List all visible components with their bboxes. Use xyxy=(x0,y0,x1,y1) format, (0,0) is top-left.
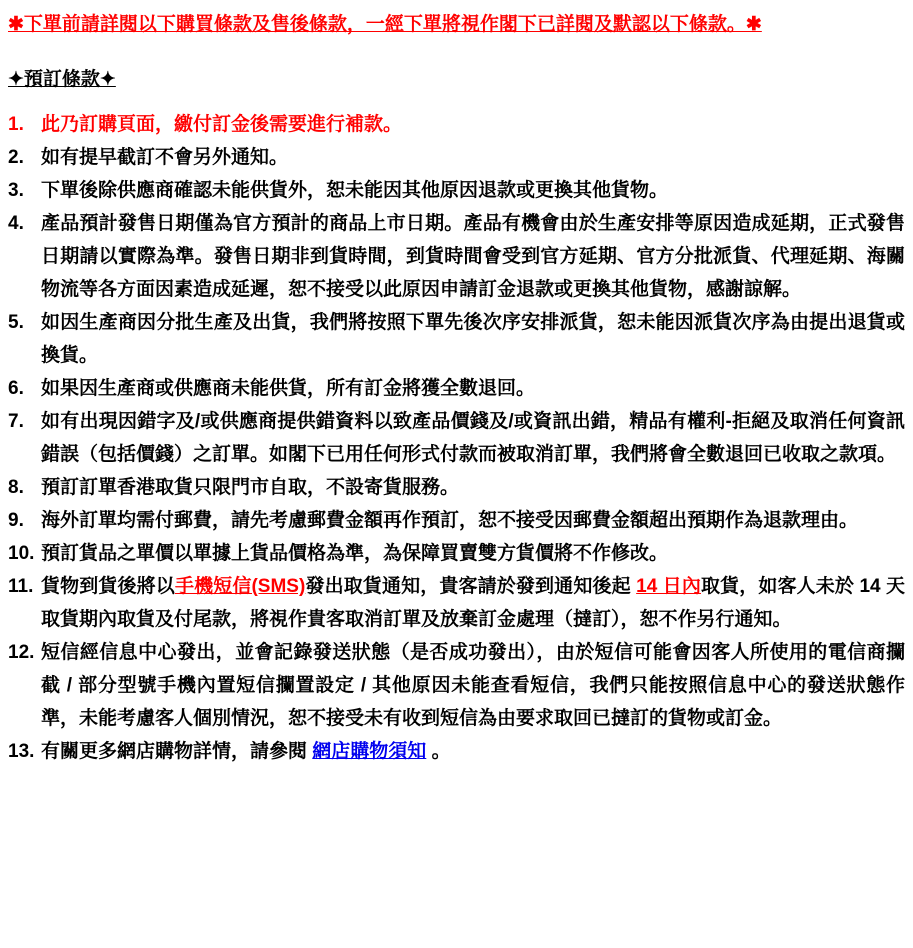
term-number: 6. xyxy=(8,378,24,399)
term-text xyxy=(41,504,905,537)
sms-highlight: 手機短信(SMS) xyxy=(174,576,306,597)
term-segment: 如果因生產商或供應商未能供貨，所有訂金將獲全數退回。 xyxy=(41,378,536,399)
terms-list xyxy=(8,108,905,768)
term-segment: 海外訂單均需付郵費，請先考慮郵費金額再作預訂，恕不接受因郵費金額超出預期作為退款理由。 xyxy=(41,510,859,531)
term-text xyxy=(41,174,905,207)
term-text xyxy=(41,405,905,471)
term-item-6 xyxy=(8,372,905,405)
term-number: 9. xyxy=(8,510,24,531)
store-shopping-notice-link[interactable]: 網店購物須知 xyxy=(312,741,427,762)
term-text xyxy=(41,636,905,735)
term-number: 12. xyxy=(8,642,35,663)
term-segment: 預訂訂單香港取貨只限門市自取，不設寄貨服務。 xyxy=(41,477,460,498)
term-number: 5. xyxy=(8,312,24,333)
term-segment: 貨物到貨後將以 xyxy=(41,576,175,597)
term-item-12 xyxy=(8,636,905,735)
term-number: 3. xyxy=(8,180,24,201)
term-item-5 xyxy=(8,306,905,372)
term-text xyxy=(41,570,905,636)
term-text xyxy=(41,141,905,174)
term-number: 1. xyxy=(8,114,24,135)
term-item-7 xyxy=(8,405,905,471)
term-number: 4. xyxy=(8,213,24,234)
term-number: 11. xyxy=(8,576,34,597)
term-segment: 有關更多網店購物詳情，請參閱 xyxy=(41,741,313,762)
term-segment: 下單後除供應商確認未能供貨外，恕未能因其他原因退款或更換其他貨物。 xyxy=(41,180,669,201)
term-item-4 xyxy=(8,207,905,306)
term-item-2 xyxy=(8,141,905,174)
term-segment: 此乃訂購頁面，繳付訂金後需要進行補款。 xyxy=(41,114,403,135)
term-segment: 。 xyxy=(426,741,451,762)
pickup-deadline-highlight: 14 日內 xyxy=(636,576,701,597)
term-segment: 取貨，如客人未於 14 天取貨期內取貨及付尾款，將視作貴客取消訂單及放棄訂金處理（撻訂），恕不作另行通知。 xyxy=(41,576,905,630)
term-text xyxy=(41,306,905,372)
term-segment: 如有提早截訂不會另外通知。 xyxy=(41,147,289,168)
pre-order-notice-banner: ✱下單前請詳閱以下購買條款及售後條款，一經下單將視作閣下已詳閱及默認以下條款。✱ xyxy=(8,14,762,35)
term-item-1 xyxy=(8,108,905,141)
term-text xyxy=(41,537,905,570)
term-item-9 xyxy=(8,504,905,537)
term-number: 7. xyxy=(8,411,24,432)
term-text xyxy=(41,372,905,405)
term-text xyxy=(41,108,905,141)
term-item-3 xyxy=(8,174,905,207)
term-number: 2. xyxy=(8,147,24,168)
term-number: 10. xyxy=(8,543,35,564)
term-item-8 xyxy=(8,471,905,504)
term-item-11 xyxy=(8,570,905,636)
term-segment: 產品預計發售日期僅為官方預計的商品上市日期。產品有機會由於生產安排等原因造成延期，正式發售日期請以實際為準。發售日期非到貨時間，到貨時間會受到官方延期、官方分批派貨、代理延期、海關物流等各方面因素造成延遲，恕不接受以此原因申請訂金退款或更換其他貨物，感謝諒解。 xyxy=(41,213,905,300)
term-item-10 xyxy=(8,537,905,570)
term-number: 8. xyxy=(8,477,24,498)
term-number: 13. xyxy=(8,741,35,762)
term-text xyxy=(41,471,905,504)
section-title-preorder-terms: ✦預訂條款✦ xyxy=(8,69,116,90)
term-text xyxy=(41,207,905,306)
term-segment: 短信經信息中心發出，並會記錄發送狀態（是否成功發出），由於短信可能會因客人所使用的電信商攔截 / 部分型號手機內置短信攔置設定 / 其他原因未能查看短信，我們只能按照信息中心的發送狀態作準，未能考慮客人個別情況，恕不接受未有收到短信為由要求取回已撻訂的貨物或訂金。 xyxy=(41,642,905,729)
term-item-13 xyxy=(8,735,905,768)
term-text xyxy=(41,735,905,768)
term-segment: 預訂貨品之單價以單據上貨品價格為準，為保障買賣雙方貨價將不作修改。 xyxy=(41,543,669,564)
term-segment: 發出取貨通知，貴客請於發到通知後起 xyxy=(305,576,637,597)
term-segment: 如有出現因錯字及/或供應商提供錯資料以致產品價錢及/或資訊出錯，精品有權利-拒絕及取消任何資訊錯誤（包括價錢）之訂單。如閣下已用任何形式付款而被取消訂單，我們將會全數退回已收取之款項。 xyxy=(41,411,905,465)
term-segment: 如因生產商因分批生產及出貨，我們將按照下單先後次序安排派貨，恕未能因派貨次序為由提出退貨或換貨。 xyxy=(41,312,905,366)
